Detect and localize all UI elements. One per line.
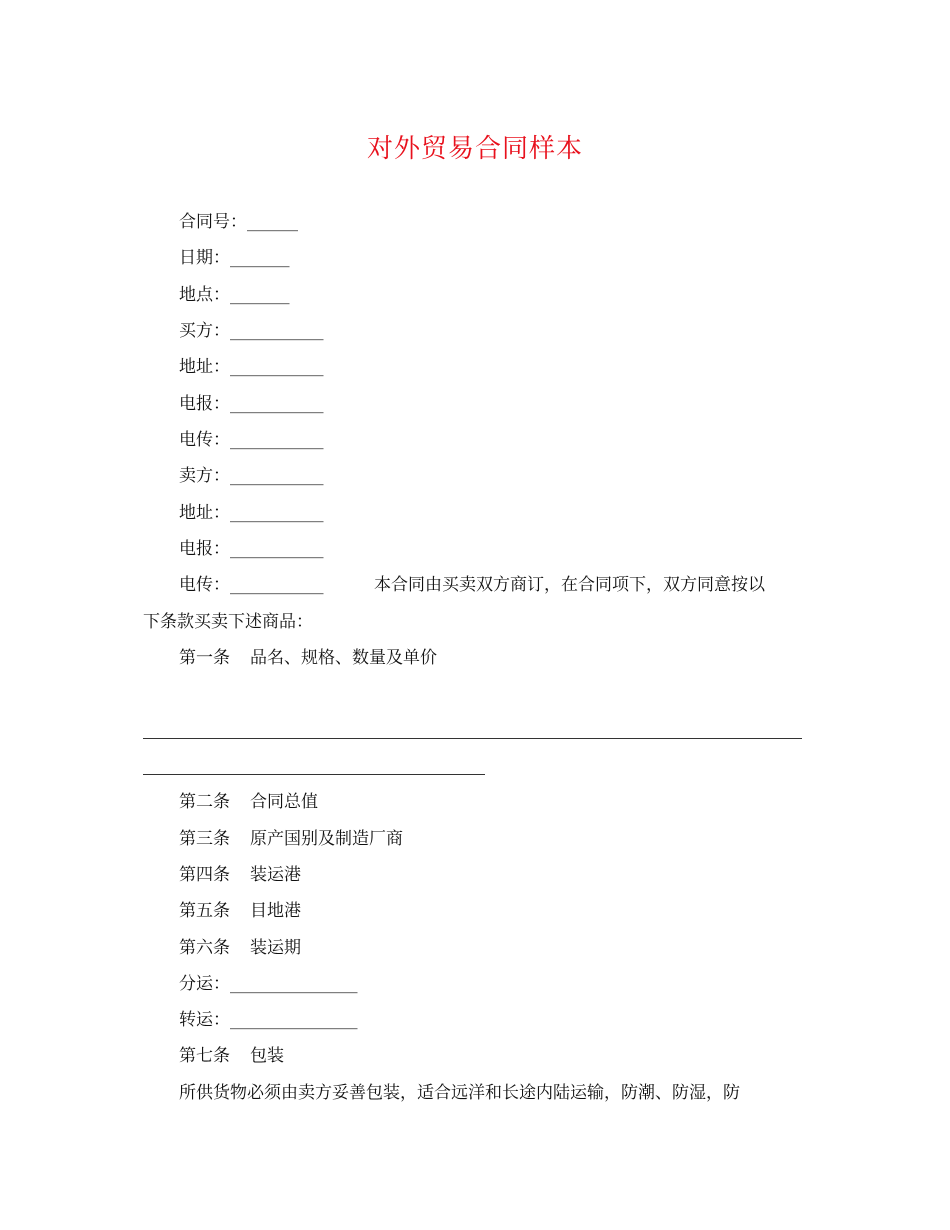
field-blank: _______________ xyxy=(230,974,358,994)
field-place xyxy=(179,284,290,306)
article-heading: 原产国别及制造厂商 xyxy=(250,829,403,849)
field-buyer-address xyxy=(179,356,324,378)
field-seller-cable xyxy=(179,538,324,560)
article-heading: 装运期 xyxy=(250,938,301,958)
field-seller xyxy=(179,465,324,487)
field-label: 地点： xyxy=(179,285,230,305)
article-heading: 装运港 xyxy=(250,865,301,885)
field-partial-shipment xyxy=(179,973,358,995)
article-2 xyxy=(179,791,318,813)
field-blank: ___________ xyxy=(230,539,324,559)
field-blank: ___________ xyxy=(230,321,324,341)
preamble-continuation: 下条款买卖下述商品： xyxy=(143,612,313,632)
field-blank: ___________ xyxy=(230,466,324,486)
field-seller-address xyxy=(179,502,324,524)
field-label: 电传： xyxy=(179,430,230,450)
field-label: 卖方： xyxy=(179,466,230,486)
article-number: 第二条 xyxy=(179,792,230,812)
field-blank: ___________ xyxy=(230,575,324,595)
article-heading: 合同总值 xyxy=(250,792,318,812)
field-buyer-cable xyxy=(179,393,324,415)
article-heading: 品名、规格、数量及单价 xyxy=(250,648,437,668)
field-label: 电报： xyxy=(179,539,230,559)
article-1 xyxy=(179,647,437,669)
field-transshipment xyxy=(179,1009,358,1031)
field-blank: _______ xyxy=(230,285,290,305)
field-label: 电报： xyxy=(179,394,230,414)
field-blank: ___________ xyxy=(230,394,324,414)
preamble-text: 本合同由买卖双方商订，在合同项下，双方同意按以 xyxy=(374,575,765,595)
article-heading: 包装 xyxy=(250,1046,284,1066)
field-blank: _______________ xyxy=(230,1010,358,1030)
field-label: 转运： xyxy=(179,1010,230,1030)
article-number: 第一条 xyxy=(179,648,230,668)
field-label: 合同号： xyxy=(179,212,247,232)
article-number: 第六条 xyxy=(179,938,230,958)
article-number: 第四条 xyxy=(179,865,230,885)
article-3 xyxy=(179,828,403,850)
packing-paragraph: 所供货物必须由卖方妥善包装，适合远洋和长途内陆运输，防潮、防湿，防 xyxy=(179,1083,740,1103)
field-buyer-telex xyxy=(179,429,324,451)
article-number: 第五条 xyxy=(179,901,230,921)
fill-in-line xyxy=(143,738,802,739)
fill-in-line xyxy=(143,774,485,775)
field-buyer xyxy=(179,320,324,342)
field-label: 分运： xyxy=(179,974,230,994)
field-label: 电传： xyxy=(179,575,230,595)
field-blank: ______ xyxy=(247,212,298,232)
article-heading: 目地港 xyxy=(250,901,301,921)
field-label: 地址： xyxy=(179,357,230,377)
article-number: 第七条 xyxy=(179,1046,230,1066)
field-label: 日期： xyxy=(179,248,230,268)
field-seller-telex xyxy=(179,574,324,596)
field-blank: ___________ xyxy=(230,357,324,377)
field-contract-no xyxy=(179,211,298,233)
article-6 xyxy=(179,937,301,959)
article-4 xyxy=(179,864,301,886)
field-blank: _______ xyxy=(230,248,290,268)
article-7 xyxy=(179,1045,284,1067)
field-blank: ___________ xyxy=(230,430,324,450)
article-5 xyxy=(179,900,301,922)
field-blank: ___________ xyxy=(230,503,324,523)
document-title: 对外贸易合同样本 xyxy=(366,134,583,164)
article-number: 第三条 xyxy=(179,829,230,849)
field-label: 买方： xyxy=(179,321,230,341)
field-label: 地址： xyxy=(179,503,230,523)
field-date xyxy=(179,247,290,269)
